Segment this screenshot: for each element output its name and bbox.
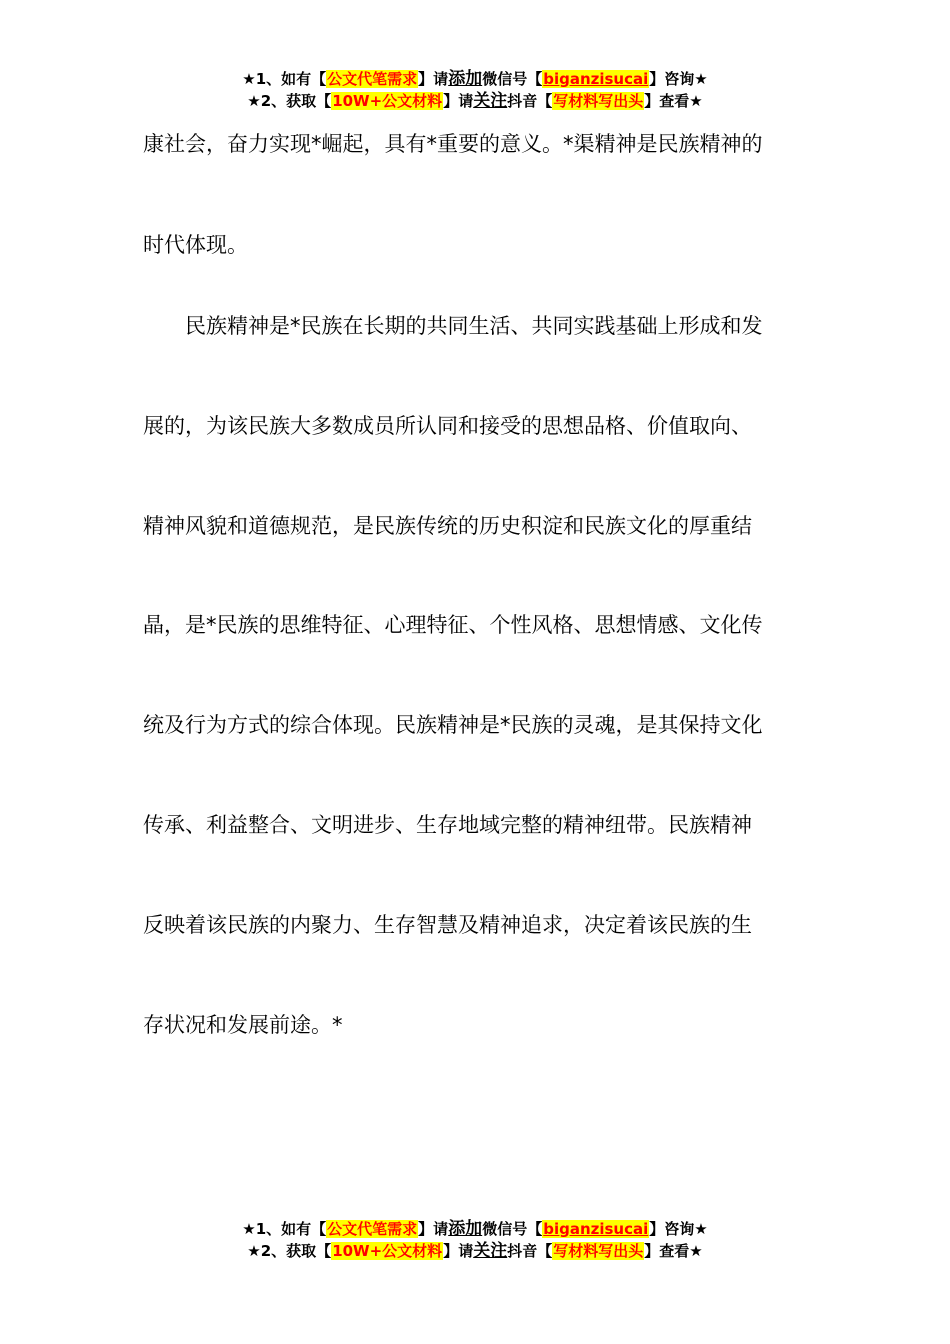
header-line-1-suffix: 】咨询★ — [649, 70, 708, 88]
body-line-10: 存状况和发展前途。* — [143, 1013, 343, 1037]
header-line-1 — [0, 68, 950, 90]
materials-highlight: 10W+公文材料 — [332, 1242, 443, 1260]
footer-line-1-wechat: 微信号【 — [482, 1220, 543, 1238]
follow-emphasis: 关注 — [473, 1241, 508, 1261]
header-line-2-please: 】请 — [443, 92, 474, 110]
footer-line-2-douyin: 抖音【 — [507, 1242, 553, 1260]
body-line-5: 精神风貌和道德规范，是民族传统的历史积淀和民族文化的厚重结 — [143, 514, 752, 538]
add-emphasis: 添加 — [448, 1219, 483, 1239]
body-line-3: 民族精神是*民族在长期的共同生活、共同实践基础上形成和发 — [143, 314, 763, 338]
footer-line-2-suffix: 】查看★ — [644, 1242, 703, 1260]
body-line-9: 反映着该民族的内聚力、生存智慧及精神追求，决定着该民族的生 — [143, 913, 752, 937]
header-line-2-suffix: 】查看★ — [644, 92, 703, 110]
douyin-account-highlight: 写材料写出头 — [553, 92, 644, 110]
douyin-account-highlight: 写材料写出头 — [553, 1242, 644, 1260]
body-line-1: 康社会，奋力实现*崛起，具有*重要的意义。*渠精神是民族精神的 — [143, 132, 763, 156]
body-line-4: 展的，为该民族大多数成员所认同和接受的思想品格、价值取向、 — [143, 414, 752, 438]
header-banner — [0, 68, 950, 112]
footer-line-2-please: 】请 — [443, 1242, 474, 1260]
wechat-id-link[interactable]: biganzisucai — [543, 70, 649, 88]
footer-banner — [0, 1218, 950, 1262]
header-line-1-please: 】请 — [418, 70, 449, 88]
footer-line-2-prefix: ★2、获取【 — [247, 1242, 332, 1260]
header-line-1-prefix: ★1、如有【 — [242, 70, 327, 88]
wechat-id-link[interactable]: biganzisucai — [543, 1220, 649, 1238]
header-line-2 — [0, 90, 950, 112]
header-line-1-wechat: 微信号【 — [482, 70, 543, 88]
footer-line-1-please: 】请 — [418, 1220, 449, 1238]
header-line-2-douyin: 抖音【 — [507, 92, 553, 110]
service-highlight: 公文代笔需求 — [327, 70, 418, 88]
footer-line-1 — [0, 1218, 950, 1240]
materials-highlight: 10W+公文材料 — [332, 92, 443, 110]
service-highlight: 公文代笔需求 — [327, 1220, 418, 1238]
header-line-2-prefix: ★2、获取【 — [247, 92, 332, 110]
footer-line-1-suffix: 】咨询★ — [649, 1220, 708, 1238]
body-line-7: 统及行为方式的综合体现。民族精神是*民族的灵魂，是其保持文化 — [143, 713, 763, 737]
body-line-2: 时代体现。 — [143, 233, 248, 257]
body-line-8: 传承、利益整合、文明进步、生存地域完整的精神纽带。民族精神 — [143, 813, 752, 837]
footer-line-2 — [0, 1240, 950, 1262]
body-line-6: 晶，是*民族的思维特征、心理特征、个性风格、思想情感、文化传 — [143, 613, 763, 637]
add-emphasis: 添加 — [448, 69, 483, 89]
follow-emphasis: 关注 — [473, 91, 508, 111]
footer-line-1-prefix: ★1、如有【 — [242, 1220, 327, 1238]
